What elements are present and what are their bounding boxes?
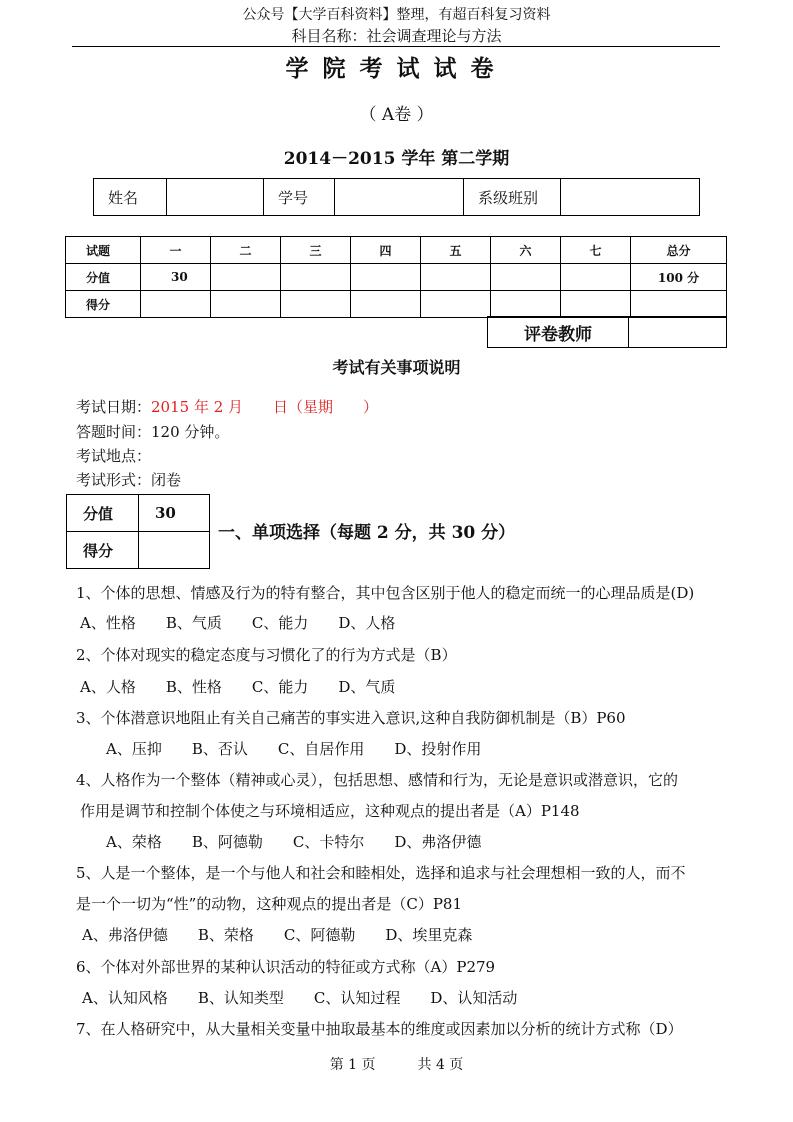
student-info-table bbox=[93, 178, 700, 216]
score-value-cell bbox=[211, 264, 281, 291]
score-got-cell[interactable] bbox=[421, 291, 491, 318]
header-divider bbox=[72, 46, 720, 47]
question-text-continued: 作用是调节和控制个体使之与环境相适应，这种观点的提出者是（A）P148 bbox=[80, 802, 580, 820]
exam-time: 答题时间：120 分钟。 bbox=[76, 423, 230, 441]
source-header: 公众号【大学百科资料】整理，有超百科复习资料 bbox=[242, 7, 551, 23]
question-text: 5、人是一个整体，是一个与他人和社会和睦相处，选择和追求与社会理想相一致的人，而不 bbox=[76, 864, 686, 882]
class-field[interactable] bbox=[561, 179, 700, 216]
score-got-cell[interactable] bbox=[141, 291, 211, 318]
score-value-cell: 分值 bbox=[66, 264, 141, 291]
score-got-cell[interactable] bbox=[631, 291, 727, 318]
score-header-cell: 七 bbox=[561, 237, 631, 264]
question-options: A、荣格 B、阿德勒 C、卡特尔 D、弗洛伊德 bbox=[106, 833, 482, 851]
section-value: 30 bbox=[139, 495, 210, 532]
score-header-cell: 一 bbox=[141, 237, 211, 264]
score-got-cell[interactable] bbox=[281, 291, 351, 318]
score-value-cell bbox=[421, 264, 491, 291]
question-options: A、认知风格 B、认知类型 C、认知过程 D、认知活动 bbox=[82, 989, 518, 1007]
notes-title: 考试有关事项说明 bbox=[332, 358, 461, 377]
score-value-cell: 30 bbox=[141, 264, 211, 291]
score-got-cell[interactable] bbox=[211, 291, 281, 318]
term-heading: 2014－2015 学年 第二学期 bbox=[283, 149, 510, 169]
question-text: 2、个体对现实的稳定态度与习惯化了的行为方式是（B） bbox=[76, 646, 457, 664]
id-field[interactable] bbox=[335, 179, 464, 216]
score-header-cell: 四 bbox=[351, 237, 421, 264]
question-options: A、压抑 B、否认 C、自居作用 D、投射作用 bbox=[106, 740, 482, 758]
page-footer: 第 1 页 共 4 页 bbox=[329, 1057, 464, 1073]
score-table bbox=[65, 236, 727, 318]
score-value-cell bbox=[491, 264, 561, 291]
section-score-box bbox=[66, 494, 210, 569]
subject-header: 科目名称：社会调查理论与方法 bbox=[291, 27, 502, 45]
score-header-cell: 六 bbox=[491, 237, 561, 264]
grader-field[interactable] bbox=[629, 317, 727, 348]
section-value-label: 分值 bbox=[67, 495, 139, 532]
score-got-cell[interactable] bbox=[351, 291, 421, 318]
score-value-cell bbox=[561, 264, 631, 291]
score-got-cell[interactable] bbox=[561, 291, 631, 318]
name-label: 姓名 bbox=[94, 179, 167, 216]
question-options: A、弗洛伊德 B、荣格 C、阿德勒 D、埃里克森 bbox=[82, 926, 473, 944]
exam-place: 考试地点： bbox=[76, 447, 152, 465]
score-header-cell: 总分 bbox=[631, 237, 727, 264]
question-options: A、性格 B、气质 C、能力 D、人格 bbox=[80, 614, 396, 632]
score-got-row bbox=[66, 291, 727, 318]
grader-table bbox=[487, 316, 727, 348]
score-header-cell: 五 bbox=[421, 237, 491, 264]
score-header-row bbox=[66, 237, 727, 264]
score-value-cell: 100 分 bbox=[631, 264, 727, 291]
score-header-cell: 三 bbox=[281, 237, 351, 264]
class-label: 系级班别 bbox=[464, 179, 561, 216]
question-text: 7、在人格研究中，从大量相关变量中抽取最基本的维度或因素加以分析的统计方式称（D） bbox=[76, 1020, 683, 1038]
page-title: 学院考试试卷 bbox=[285, 55, 508, 82]
question-options: A、人格 B、性格 C、能力 D、气质 bbox=[80, 678, 396, 696]
grader-label: 评卷教师 bbox=[488, 317, 629, 348]
score-value-cell bbox=[351, 264, 421, 291]
score-header-cell: 二 bbox=[211, 237, 281, 264]
question-text-continued: 是一个一切为“性”的动物，这种观点的提出者是（C）P81 bbox=[76, 895, 462, 913]
section-title: 一、单项选择（每题 2 分，共 30 分） bbox=[218, 523, 516, 543]
exam-date-value: 2015 年 2 月 日（星期 ） bbox=[151, 398, 379, 416]
score-got-cell: 得分 bbox=[66, 291, 141, 318]
score-header-cell: 试题 bbox=[66, 237, 141, 264]
paper-type: （ A卷 ） bbox=[359, 105, 434, 125]
section-got-label: 得分 bbox=[67, 532, 139, 569]
exam-date bbox=[76, 396, 378, 417]
question-text: 6、个体对外部世界的某种认识活动的特征或方式称（A）P279 bbox=[76, 958, 496, 976]
score-got-cell[interactable] bbox=[491, 291, 561, 318]
section-got-field[interactable] bbox=[139, 532, 210, 569]
name-field[interactable] bbox=[167, 179, 264, 216]
score-value-cell bbox=[281, 264, 351, 291]
score-value-row bbox=[66, 264, 727, 291]
question-text: 1、个体的思想、情感及行为的特有整合，其中包含区别于他人的稳定而统一的心理品质是(D) bbox=[76, 584, 695, 602]
question-text: 4、人格作为一个整体（精神或心灵），包括思想、感情和行为，无论是意识或潜意识，它的 bbox=[76, 771, 679, 789]
exam-form: 考试形式：闭卷 bbox=[76, 471, 182, 489]
id-label: 学号 bbox=[264, 179, 335, 216]
exam-date-label: 考试日期： bbox=[76, 398, 152, 416]
question-text: 3、个体潜意识地阻止有关自己痛苦的事实进入意识,这种自我防御机制是（B）P60 bbox=[76, 709, 626, 727]
